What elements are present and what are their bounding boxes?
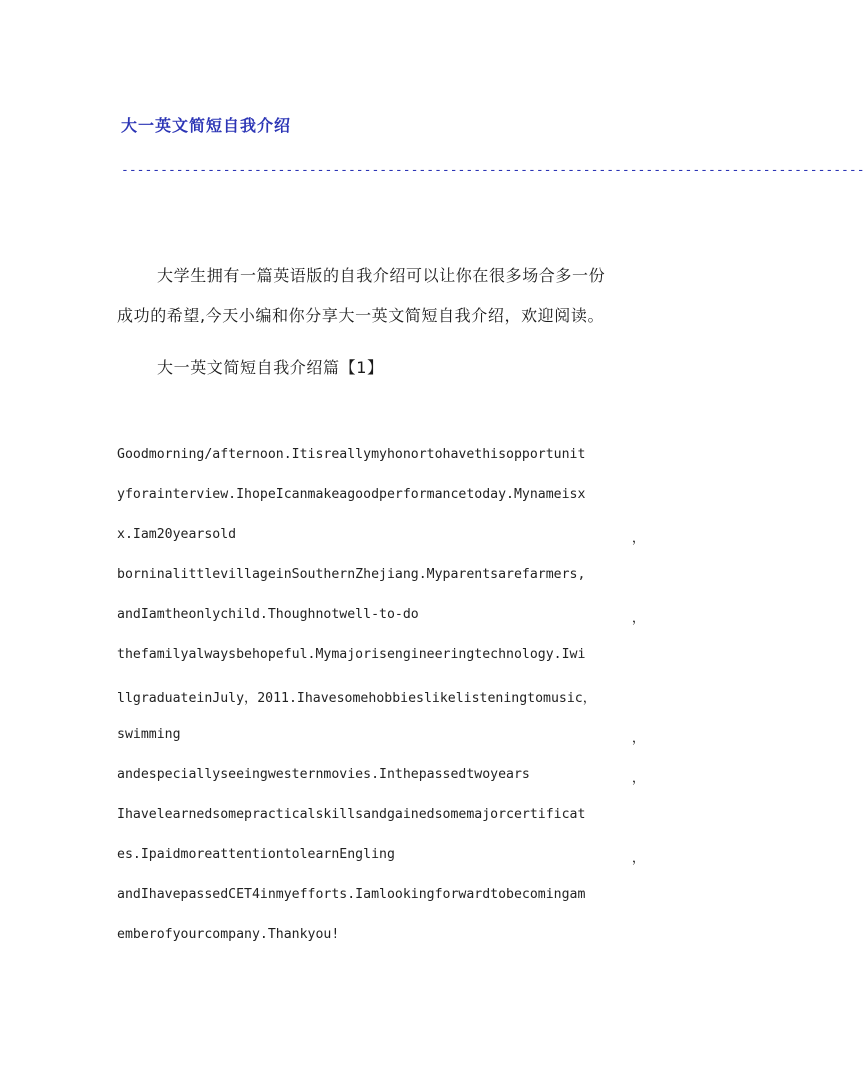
english-line bbox=[117, 527, 645, 546]
english-line-trailing-comma: ， bbox=[631, 611, 645, 626]
section-heading: 大一英文简短自我介绍篇【1】 bbox=[157, 358, 384, 377]
english-line-text: borninalittlevillageinSouthernZhejiang.Myparentsarefarmers, bbox=[117, 567, 586, 582]
document-title: 大一英文简短自我介绍 bbox=[121, 116, 292, 135]
english-line bbox=[117, 567, 645, 582]
english-line bbox=[117, 487, 645, 502]
english-line bbox=[117, 727, 645, 746]
english-line-text: andIamtheonlychild.Thoughnotwell-to-do bbox=[117, 607, 419, 622]
english-line-text: yforainterview.IhopeIcanmakeagoodperformancetoday.Mynameisx bbox=[117, 487, 586, 502]
english-line-trailing-comma: ， bbox=[631, 531, 645, 546]
english-line-text: es.IpaidmoreattentiontolearnEngling bbox=[117, 847, 395, 862]
english-line-text: andIhavepassedCET4inmyefforts.Iamlookingforwardtobecomingam bbox=[117, 887, 586, 902]
english-line bbox=[117, 687, 645, 706]
english-line-text: emberofyourcompany.Thankyou! bbox=[117, 927, 340, 942]
english-line-text: thefamilyalwaysbehopeful.Mymajorisengineeringtechnology.Iwi bbox=[117, 647, 586, 662]
intro-paragraph-line-1: 大学生拥有一篇英语版的自我介绍可以让你在很多场合多一份 bbox=[157, 266, 606, 285]
intro-paragraph-line-2: 成功的希望,今天小编和你分享大一英文简短自我介绍，欢迎阅读。 bbox=[117, 306, 605, 325]
english-line-text: x.Iam20yearsold bbox=[117, 527, 237, 542]
english-line bbox=[117, 447, 645, 462]
english-line bbox=[117, 767, 645, 786]
english-line-trailing-comma: ， bbox=[631, 851, 645, 866]
english-line bbox=[117, 847, 645, 866]
english-line-text: andespeciallyseeingwesternmovies.Inthepassedtwoyears bbox=[117, 767, 530, 782]
english-line bbox=[117, 607, 645, 626]
english-line bbox=[117, 647, 645, 662]
english-line bbox=[117, 807, 645, 822]
title-divider: ----------------------------------------------------------------------------------------------- bbox=[121, 163, 865, 178]
english-line-text: llgraduateinJuly，2011.Ihavesomehobbieslikelisteningtomusic， bbox=[117, 691, 596, 706]
english-line-text: swimming bbox=[117, 727, 181, 742]
english-line bbox=[117, 927, 645, 942]
english-line-trailing-comma: ， bbox=[631, 771, 645, 786]
english-line-text: Ihavelearnedsomepracticalskillsandgainedsomemajorcertificat bbox=[117, 807, 586, 822]
english-line-text: Goodmorning/afternoon.Itisreallymyhonortohavethisopportunit bbox=[117, 447, 586, 462]
english-line bbox=[117, 887, 645, 902]
english-line-trailing-comma: ， bbox=[631, 731, 645, 746]
